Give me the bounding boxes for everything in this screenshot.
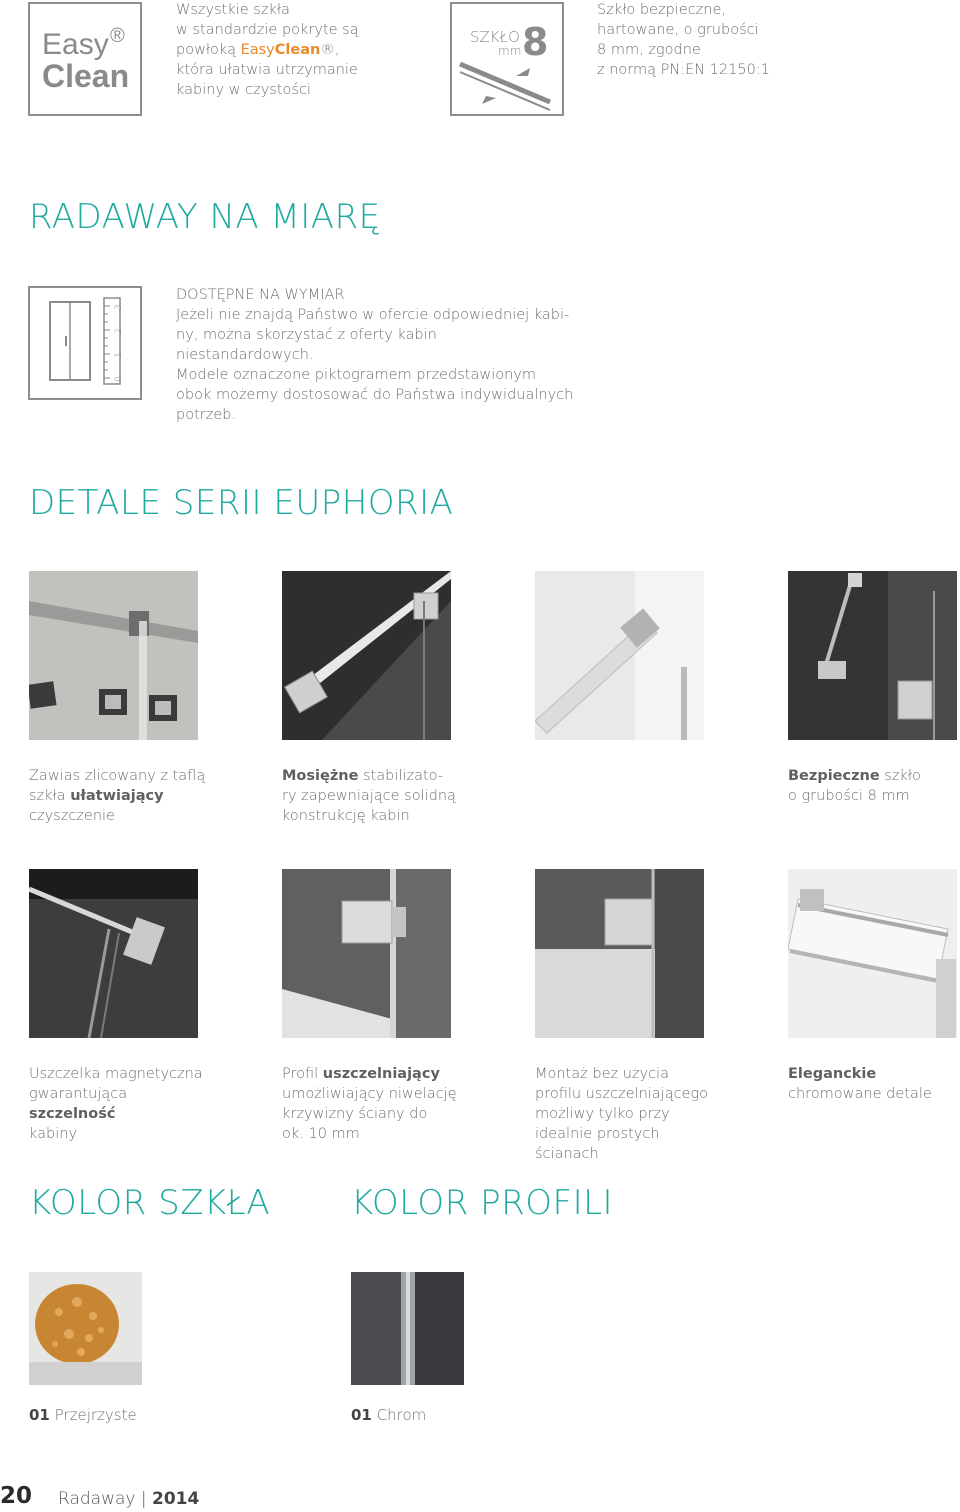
caption-seal: Uszczelka magnetyczna gwarantująca szczelność kabiny [29, 1066, 203, 1142]
ruler-digit: 3 [113, 304, 124, 310]
glass-line: z normą PN:EN 12150:1 [597, 62, 770, 78]
profile-swatch-label: 01 Chrom [351, 1406, 427, 1424]
measure-heading: DOSTĘPNE NA WYMIAR [176, 287, 345, 303]
ruler-digit: 1 [113, 352, 124, 358]
details-title: DETALE SERII EUPHORIA [29, 483, 454, 523]
glass-line: 8 mm, zgodne [597, 42, 701, 58]
caption-mount: Montaż bez użycia profilu uszczelniającego możliwy tylko przy idealnie prostych ścianach [535, 1066, 709, 1162]
measure-title: RADAWAY NA MIARĘ [29, 197, 381, 237]
glass-icon-label: SZKŁO [470, 28, 520, 46]
detail-photo-bar [535, 571, 704, 740]
footer-brand: Radaway | 2014 [58, 1489, 200, 1509]
page-number: 20 [0, 1483, 33, 1509]
glass-thickness-icon [450, 2, 564, 116]
glass-icon-unit: mm [498, 44, 522, 58]
caption-hinge: Zawias zlicowany z taflą szkła ułatwiający czyszczenie [29, 768, 206, 824]
detail-photo-hinge [29, 571, 198, 740]
measure-text [176, 285, 576, 425]
caption-glass: Bezpieczne szkło o grubości 8 mm [788, 768, 921, 804]
glass-line: hartowane, o grubości [597, 22, 759, 38]
easyclean-line: w standardzie pokryte są [176, 22, 359, 38]
measure-line: potrzeb. [176, 407, 237, 423]
caption-chrome: Eleganckie chromowane detale [788, 1066, 932, 1102]
glass-description [597, 0, 827, 80]
brand-clean: Clean [274, 42, 321, 58]
easyclean-logo-mark: ® [110, 25, 125, 47]
detail-photo-glass [788, 571, 957, 740]
detail-photo-seal [29, 869, 198, 1038]
profile-color-title: KOLOR PROFILI [351, 1183, 614, 1223]
glass-line: Szkło bezpieczne, [597, 2, 727, 18]
easyclean-line: kabiny w czystości [176, 82, 311, 98]
glass-swatch-clear [29, 1272, 142, 1385]
glass-icon-number: 8 [522, 20, 549, 64]
easyclean-line: która ułatwia utrzymanie [176, 62, 358, 78]
detail-photo-profile [282, 869, 451, 1038]
measure-line: obok możemy dostosować do Państwa indywidualnych [176, 387, 574, 403]
caption-stabilizer: Mosiężne stabilizato- ry zapewniające solidną konstrukcję kabin [282, 768, 456, 824]
caption-profile: Profil uszczelniający umożliwiający niwelację krzywizny ściany do ok. 10 mm [282, 1066, 457, 1142]
measure-line: Modele oznaczone piktogramem przedstawionym [176, 367, 536, 383]
measure-line: ny, można skorzystać z oferty kabin niestandardowych. [176, 327, 437, 363]
easyclean-line: powłoką EasyClean®, [176, 42, 340, 58]
detail-photo-mount [535, 869, 704, 1038]
glass-swatch-label: 01 Przejrzyste [29, 1406, 137, 1424]
easyclean-description [176, 0, 406, 100]
ruler-digit: 0 [113, 376, 124, 382]
detail-photo-stabilizer [282, 571, 451, 740]
easyclean-line: Wszystkie szkła [176, 2, 290, 18]
profile-swatch-chrome [351, 1272, 464, 1385]
easyclean-logo [28, 2, 142, 116]
measure-line: Jeżeli nie znajdą Państwo w ofercie odpowiedniej kabi- [176, 307, 570, 323]
glass-color-title: KOLOR SZKŁA [29, 1183, 271, 1223]
detail-photo-chrome [788, 869, 957, 1038]
easyclean-logo-easy: Easy [42, 28, 109, 61]
made-to-measure-icon [28, 286, 142, 400]
ruler-digit: 2 [113, 328, 124, 334]
easyclean-logo-clean: Clean [42, 58, 130, 94]
glass-pane-icon [452, 54, 562, 114]
brand-easy: Easy [240, 42, 275, 58]
